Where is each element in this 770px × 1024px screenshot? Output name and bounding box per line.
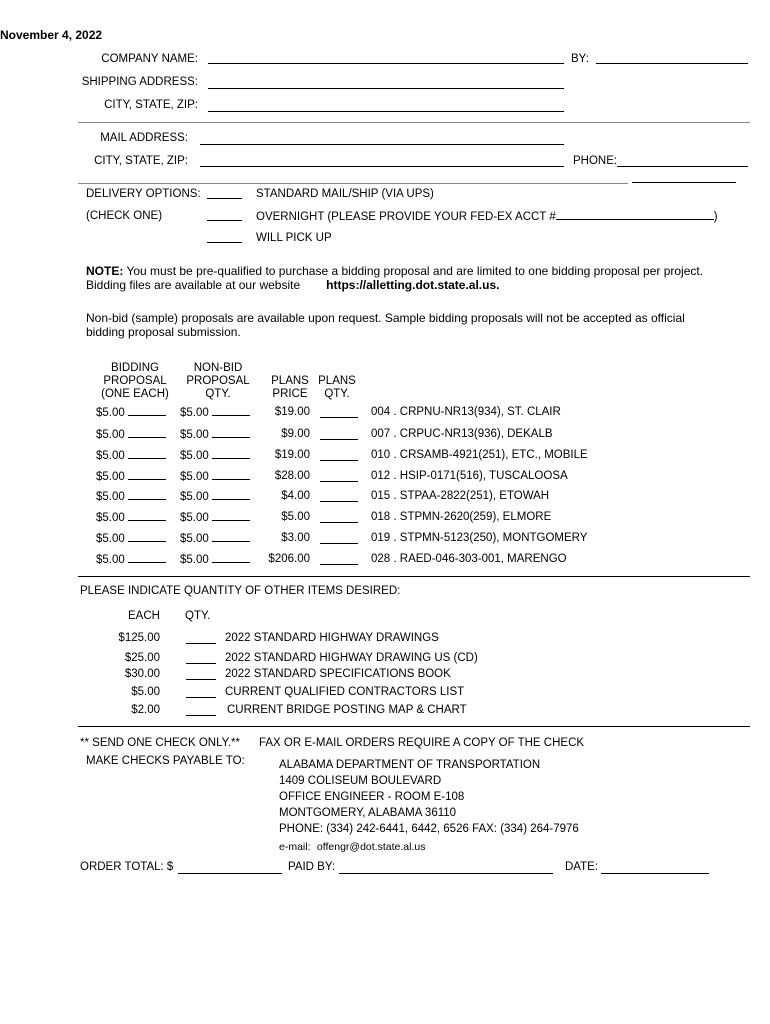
item-price: $25.00 bbox=[124, 652, 160, 664]
table-row: $5.00 bbox=[96, 449, 166, 462]
plans-price: $4.00 bbox=[281, 490, 310, 502]
form-date: November 4, 2022 bbox=[0, 28, 103, 42]
nonbid-qty-field[interactable] bbox=[212, 532, 250, 542]
nonbid-qty-field[interactable] bbox=[212, 470, 250, 480]
project-name: 018 . STPMN-2620(259), ELMORE bbox=[371, 511, 552, 523]
other-items-title: PLEASE INDICATE QUANTITY OF OTHER ITEMS DESIRED: bbox=[80, 585, 401, 597]
plans-qty-field[interactable] bbox=[320, 564, 358, 565]
item-description: CURRENT QUALIFIED CONTRACTORS LIST bbox=[225, 686, 465, 698]
bid-qty-field[interactable] bbox=[128, 470, 166, 480]
project-name: 004 . CRPNU-NR13(934), ST. CLAIR bbox=[371, 406, 561, 418]
bid-qty-field[interactable] bbox=[128, 406, 166, 416]
nonbid-qty-field[interactable] bbox=[212, 490, 250, 500]
delivery-overnight-label: OVERNIGHT (PLEASE PROVIDE YOUR FED-EX ACCT # ) bbox=[256, 211, 718, 223]
plans-price: $19.00 bbox=[274, 406, 310, 418]
plans-qty-field[interactable] bbox=[320, 417, 358, 418]
company-name-field[interactable] bbox=[208, 63, 564, 64]
nonbid-qty-field[interactable] bbox=[212, 428, 250, 438]
divider bbox=[78, 183, 628, 184]
table-row: $5.00 bbox=[180, 449, 250, 462]
bid-qty-field[interactable] bbox=[128, 490, 166, 500]
nonbid-qty-field[interactable] bbox=[212, 406, 250, 416]
shipping-address-field[interactable] bbox=[208, 88, 564, 89]
mail-city-field[interactable] bbox=[200, 166, 564, 167]
item-price: $5.00 bbox=[131, 686, 160, 698]
note-paragraph: NOTE: You must be pre-qualified to purchase a bidding proposal and are limited to one bidding proposal per project. Bidding files are available at our website https://alletting.dot.state.al.us. bbox=[86, 264, 704, 292]
delivery-options-label: DELIVERY OPTIONS: bbox=[86, 188, 201, 200]
table-row: $5.00 bbox=[96, 532, 166, 545]
plans-price: $9.00 bbox=[281, 428, 310, 440]
table-row: $5.00 bbox=[96, 406, 166, 419]
nonbid-qty-field[interactable] bbox=[212, 553, 250, 563]
plans-qty-field[interactable] bbox=[320, 481, 358, 482]
mail-address-field[interactable] bbox=[200, 144, 564, 145]
order-total-field[interactable] bbox=[178, 873, 282, 874]
nonbid-qty-field[interactable] bbox=[212, 449, 250, 459]
shipping-city-label: CITY, STATE, ZIP: bbox=[104, 99, 198, 111]
item-qty-field[interactable] bbox=[186, 697, 216, 698]
item-qty-field[interactable] bbox=[186, 643, 216, 644]
bidding-proposal-header: BIDDING PROPOSAL (ONE EACH) bbox=[101, 362, 169, 400]
phone-field-extra[interactable] bbox=[632, 182, 736, 183]
divider bbox=[78, 122, 750, 123]
project-name: 015 . STPAA-2822(251), ETOWAH bbox=[371, 490, 550, 502]
item-price: $125.00 bbox=[118, 632, 160, 644]
item-description: 2022 STANDARD HIGHWAY DRAWING US (CD) bbox=[225, 652, 478, 664]
project-name: 028 . RAED-046-303-001, MARENGO bbox=[371, 553, 567, 565]
item-qty-field[interactable] bbox=[186, 679, 216, 680]
item-description: 2022 STANDARD SPECIFICATIONS BOOK bbox=[225, 668, 451, 680]
project-name: 010 . CRSAMB-4921(251), ETC., MOBILE bbox=[371, 449, 588, 461]
plans-price-header: PLANS PRICE bbox=[271, 375, 309, 400]
bid-qty-field[interactable] bbox=[128, 449, 166, 459]
paid-by-field[interactable] bbox=[339, 873, 553, 874]
fax-note: FAX OR E-MAIL ORDERS REQUIRE A COPY OF THE CHECK bbox=[259, 737, 585, 749]
by-field[interactable] bbox=[596, 63, 748, 64]
fedex-account-field[interactable] bbox=[556, 210, 714, 220]
payee-address: ALABAMA DEPARTMENT OF TRANSPORTATION 1409 COLISEUM BOULEVARD OFFICE ENGINEER - ROOM E-108 MONTGOMERY, ALABAMA 36110 PHONE: (334) 242-6441, 6442, 6526 FAX: (334) 264-7976 e-mail: offengr@dot.state.al.us bbox=[279, 759, 579, 853]
project-name: 019 . STPMN-5123(250), MONTGOMERY bbox=[371, 532, 588, 544]
company-name-label: COMPANY NAME: bbox=[101, 53, 198, 65]
nonbid-paragraph: Non-bid (sample) proposals are available upon request. Sample bidding proposals will not be accepted as official bidding proposal submission. bbox=[86, 311, 685, 339]
bid-qty-field[interactable] bbox=[128, 511, 166, 521]
plans-qty-field[interactable] bbox=[320, 501, 358, 502]
table-row: $5.00 bbox=[96, 511, 166, 524]
delivery-pickup-label: WILL PICK UP bbox=[256, 232, 332, 244]
plans-price: $3.00 bbox=[281, 532, 310, 544]
plans-qty-field[interactable] bbox=[320, 543, 358, 544]
delivery-standard-check[interactable] bbox=[207, 198, 242, 199]
item-qty-field[interactable] bbox=[186, 663, 216, 664]
bid-qty-field[interactable] bbox=[128, 428, 166, 438]
delivery-overnight-check[interactable] bbox=[207, 220, 242, 221]
phone-field[interactable] bbox=[617, 166, 748, 167]
phone-label: PHONE: bbox=[573, 155, 618, 167]
project-name: 007 . CRPUC-NR13(936), DEKALB bbox=[371, 428, 553, 440]
email-link[interactable]: offengr@dot.state.al.us bbox=[316, 841, 426, 853]
plans-qty-field[interactable] bbox=[320, 460, 358, 461]
item-description: 2022 STANDARD HIGHWAY DRAWINGS bbox=[225, 632, 439, 644]
each-header: EACH bbox=[128, 610, 160, 622]
table-row: $5.00 bbox=[96, 490, 166, 503]
table-row: $5.00 bbox=[96, 553, 166, 566]
date-field[interactable] bbox=[601, 873, 709, 874]
plans-price: $19.00 bbox=[274, 449, 310, 461]
table-row: $5.00 bbox=[180, 428, 250, 441]
plans-qty-field[interactable] bbox=[320, 439, 358, 440]
item-price: $2.00 bbox=[131, 704, 160, 716]
check-one-label: (CHECK ONE) bbox=[86, 210, 163, 222]
table-row: $5.00 bbox=[180, 532, 250, 545]
delivery-pickup-check[interactable] bbox=[207, 242, 242, 243]
table-row: $5.00 bbox=[180, 553, 250, 566]
order-total-label: ORDER TOTAL: $ bbox=[80, 861, 174, 873]
date-label: DATE: bbox=[565, 861, 599, 873]
delivery-standard-label: STANDARD MAIL/SHIP (VIA UPS) bbox=[256, 188, 434, 200]
table-row: $5.00 bbox=[180, 470, 250, 483]
project-name: 012 . HSIP-0171(516), TUSCALOOSA bbox=[371, 470, 568, 482]
item-description: CURRENT BRIDGE POSTING MAP & CHART bbox=[227, 704, 467, 716]
table-row: $5.00 bbox=[180, 406, 250, 419]
plans-price: $28.00 bbox=[274, 470, 310, 482]
qty-header: QTY. bbox=[185, 610, 211, 622]
website-link[interactable]: https://alletting.dot.state.al.us. bbox=[326, 278, 500, 292]
item-price: $30.00 bbox=[124, 668, 160, 680]
paid-by-label: PAID BY: bbox=[288, 861, 336, 873]
nonbid-qty-field[interactable] bbox=[212, 511, 250, 521]
table-row: $5.00 bbox=[96, 470, 166, 483]
payable-label: MAKE CHECKS PAYABLE TO: bbox=[86, 755, 245, 767]
plans-qty-header: PLANS QTY. bbox=[318, 375, 356, 400]
mail-city-label: CITY, STATE, ZIP: bbox=[94, 155, 188, 167]
plans-qty-field[interactable] bbox=[320, 522, 358, 523]
plans-price: $5.00 bbox=[281, 511, 310, 523]
by-label: BY: bbox=[571, 53, 589, 65]
plans-price: $206.00 bbox=[268, 553, 310, 565]
table-row: $5.00 bbox=[180, 511, 250, 524]
item-qty-field[interactable] bbox=[186, 715, 216, 716]
divider bbox=[78, 576, 750, 577]
divider bbox=[78, 726, 750, 727]
payee-phone-fax: PHONE: (334) 242-6441, 6442, 6526 FAX: (334) 264-7976 bbox=[279, 823, 579, 835]
shipping-city-field[interactable] bbox=[208, 111, 564, 112]
table-row: $5.00 bbox=[180, 490, 250, 503]
one-check-note: ** SEND ONE CHECK ONLY.** bbox=[80, 737, 240, 749]
nonbid-proposal-header: NON-BID PROPOSAL QTY. bbox=[186, 362, 250, 400]
bid-qty-field[interactable] bbox=[128, 532, 166, 542]
bid-qty-field[interactable] bbox=[128, 553, 166, 563]
shipping-address-label: SHIPPING ADDRESS: bbox=[81, 76, 198, 88]
table-row: $5.00 bbox=[96, 428, 166, 441]
mail-address-label: MAIL ADDRESS: bbox=[100, 132, 188, 144]
